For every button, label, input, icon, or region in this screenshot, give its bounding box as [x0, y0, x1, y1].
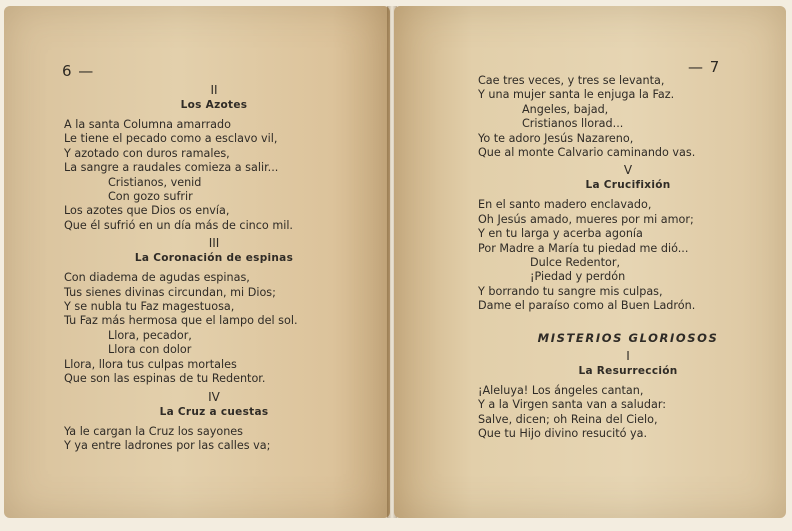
- verse-line: Los azotes que Dios os envía,: [64, 204, 230, 218]
- verse-line: Dame el paraíso como al Buen Ladrón.: [478, 299, 696, 313]
- verse-line: Con diadema de agudas espinas,: [64, 271, 250, 285]
- verse-line: Tus sienes divinas circundan, mi Dios;: [64, 285, 276, 299]
- verse-line: Llora, pecador,: [108, 328, 192, 342]
- verse-line: Angeles, bajad,: [522, 102, 609, 116]
- mystery-section: [478, 348, 778, 442]
- verse-line: A la santa Columna amarrado: [64, 118, 231, 131]
- verse-line: Por Madre a María tu piedad me dió...: [478, 241, 689, 255]
- verse-line: Que al monte Calvario caminando vas.: [478, 146, 696, 160]
- verse-line: Yo te adoro Jesús Nazareno,: [478, 131, 634, 145]
- verse-line: En el santo madero enclavado,: [478, 198, 652, 212]
- left-page-content: [64, 80, 364, 453]
- verse-line: La sangre a raudales comieza a salir...: [64, 161, 279, 175]
- verse-line: Y borrando tu sangre mis culpas,: [478, 284, 663, 298]
- verse-line: ¡Aleluya! Los ángeles cantan,: [478, 383, 644, 397]
- section-heading: La Coronación de espinas: [134, 252, 294, 265]
- section-number: V: [623, 163, 633, 178]
- verse-line: ¡Piedad y perdón: [530, 270, 626, 284]
- verse-line: Ya le cargan la Cruz los sayones: [64, 424, 244, 438]
- verse-line: Cristianos, venid: [108, 175, 202, 189]
- verse-line: Llora, llora tus culpas mortales: [64, 357, 237, 371]
- verse-line: Y a la Virgen santa van a saludar:: [478, 398, 666, 412]
- section-number: I: [626, 348, 630, 363]
- verse-line: Que son las espinas de tu Redentor.: [64, 372, 266, 386]
- mystery-section: [64, 82, 364, 233]
- verse-line: Tu Faz más hermosa que el lampo del sol.: [64, 314, 298, 328]
- verse-line: Con gozo sufrir: [108, 190, 193, 204]
- verse-line: Cristianos llorad...: [522, 117, 624, 131]
- left-page: [4, 6, 390, 518]
- section-number: III: [208, 236, 220, 251]
- verse-line: Dulce Redentor,: [530, 256, 621, 270]
- mystery-section: [64, 235, 364, 386]
- section-heading: La Cruz a cuestas: [159, 405, 269, 418]
- verse-line: Y una mujer santa le enjuga la Faz.: [478, 88, 675, 102]
- verse-line: Y ya entre ladrones por las calles va;: [64, 438, 271, 452]
- verse-line: Le tiene el pecado como a esclavo vil,: [64, 132, 278, 146]
- section-number: IV: [208, 389, 220, 404]
- page-number-left: 6 —: [62, 62, 95, 80]
- verse-line: Salve, dicen; oh Reina del Cielo,: [478, 412, 658, 426]
- verse-line: Llora con dolor: [108, 343, 192, 357]
- section-number: II: [210, 83, 218, 97]
- section-heading: Los Azotes: [180, 99, 248, 111]
- verse-line: Y se nubla tu Faz magestuosa,: [64, 300, 235, 314]
- mystery-section: [478, 162, 778, 313]
- mystery-section: [64, 389, 364, 454]
- right-page-content: [478, 74, 778, 441]
- right-page: [394, 6, 786, 518]
- verse-line: Que tu Hijo divino resucitó ya.: [478, 426, 648, 440]
- verse-line: Oh Jesús amado, mueres por mi amor;: [478, 212, 694, 226]
- page-number-right: — 7: [688, 58, 721, 76]
- section-heading: La Crucifixión: [585, 179, 671, 192]
- verse-line: Y en tu larga y acerba agonía: [478, 227, 643, 241]
- verse-line: Cae tres veces, y tres se levanta,: [478, 74, 665, 87]
- section-heading: La Resurrección: [578, 364, 678, 377]
- section-group-title: MISTERIOS GLORIOSOS: [537, 330, 719, 345]
- verse-line: Y azotado con duros ramales,: [64, 146, 230, 160]
- verse-line: Que él sufrió en un día más de cinco mil.: [64, 218, 293, 232]
